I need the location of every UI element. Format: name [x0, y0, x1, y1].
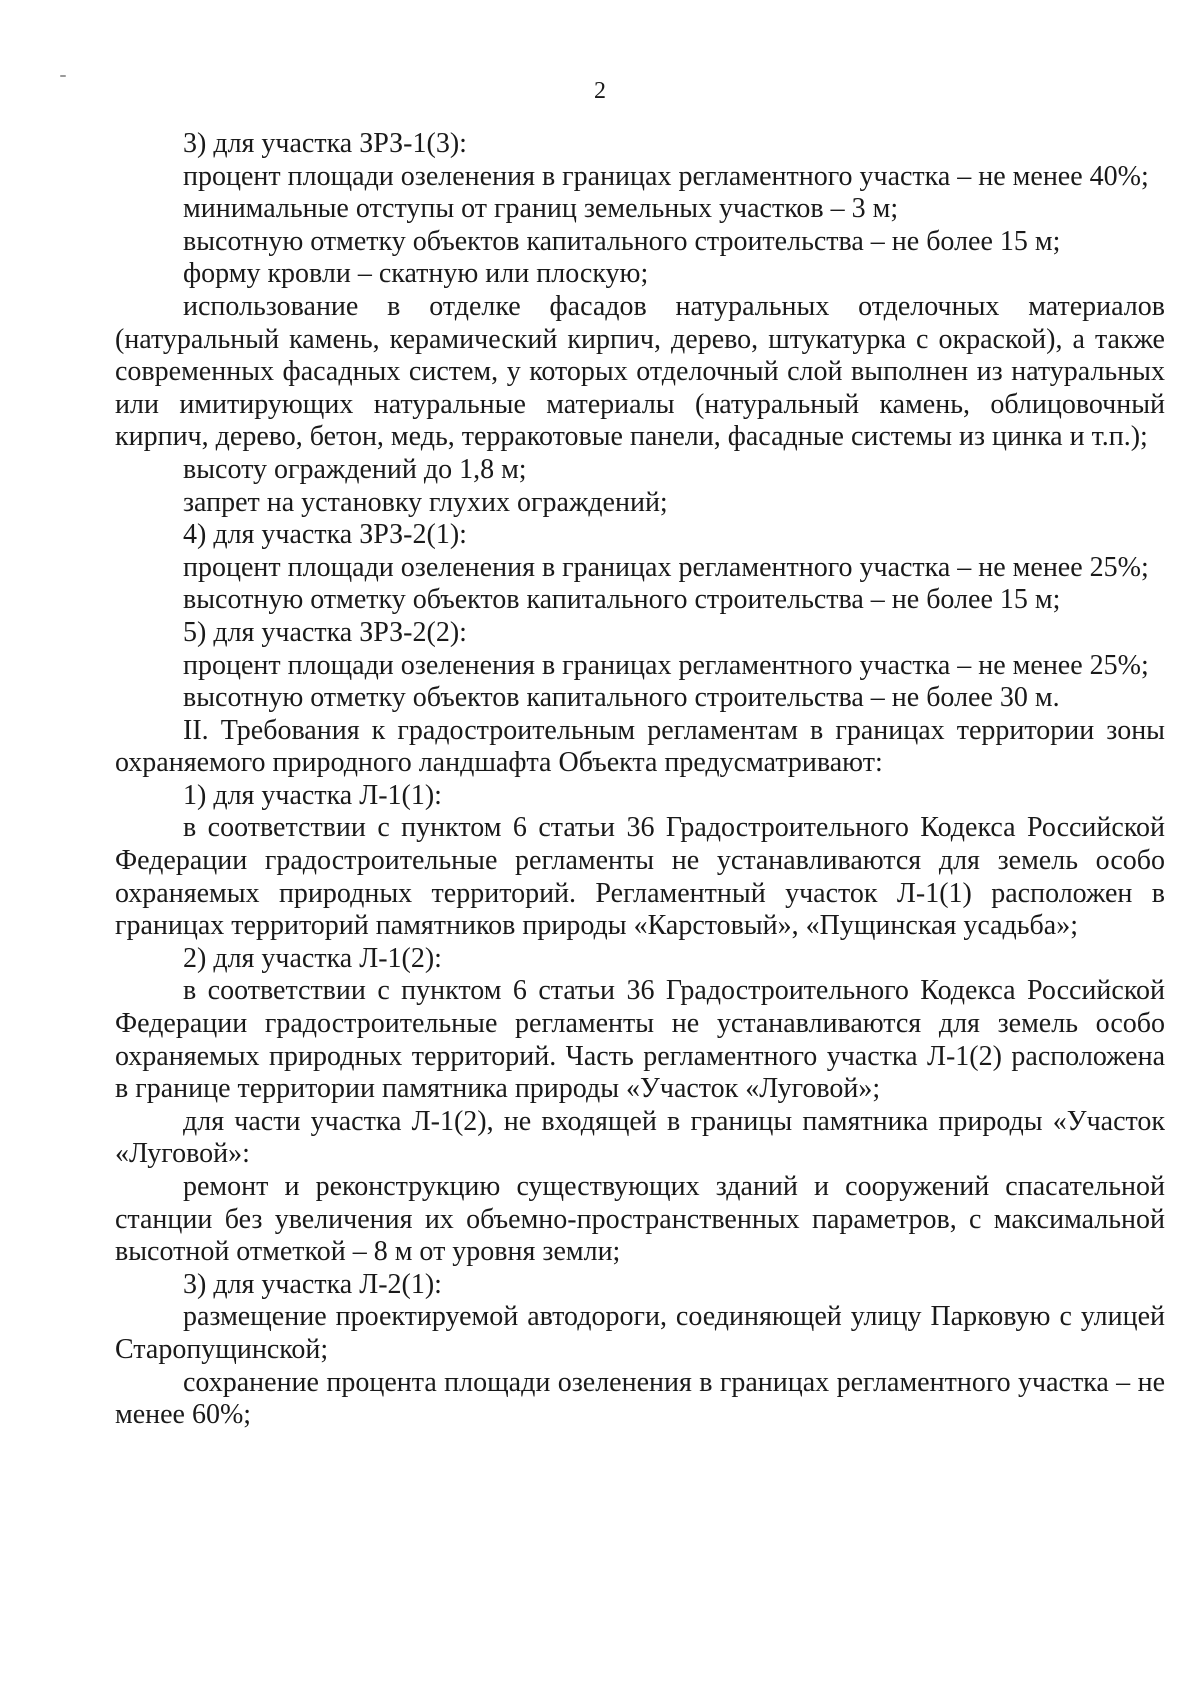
paragraph-18: 2) для участка Л-1(2):: [183, 942, 442, 974]
paragraph-15: II. Требования к градостроительным регламентам в границах территории зоны охраняемого природного ландшафта Объекта предусматривают:: [115, 714, 1165, 779]
paragraph-7: высоту ограждений до 1,8 м;: [183, 453, 527, 485]
page-number: 2: [594, 78, 606, 104]
paragraph-8: запрет на установку глухих ограждений;: [183, 486, 668, 518]
paragraph-2: процент площади озеленения в границах регламентного участка – не менее 40%;: [183, 160, 1149, 192]
paragraph-19: в соответствии с пунктом 6 статьи 36 Градостроительного Кодекса Российской Федерации градостроительные регламенты не устанавливаются для земель особо охраняемых природных территорий. Часть регламентного участка Л-1(2) расположена в границе территории памятника природы «Участок «Луговой»;: [115, 975, 1165, 1105]
paragraph-4: высотную отметку объектов капитального строительства – не более 15 м;: [183, 225, 1061, 257]
paragraph-3: минимальные отступы от границ земельных участков – 3 м;: [183, 193, 899, 225]
paragraph-9: 4) для участка ЗРЗ-2(1):: [183, 519, 467, 551]
paragraph-10: процент площади озеленения в границах регламентного участка – не менее 25%;: [183, 551, 1149, 583]
document-body: [115, 128, 1165, 1432]
paragraph-24: сохранение процента площади озеленения в границах регламентного участка – не менее 60%;: [115, 1366, 1165, 1431]
paragraph-17: в соответствии с пунктом 6 статьи 36 Градостроительного Кодекса Российской Федерации градостроительные регламенты не устанавливаются для земель особо охраняемых природных территорий. Регламентный участок Л-1(1) расположен в границах территорий памятников природы «Карстовый», «Пущинская усадьба»;: [115, 812, 1165, 942]
paragraph-1: 3) для участка ЗРЗ-1(3):: [183, 128, 467, 159]
paragraph-5: форму кровли – скатную или плоскую;: [183, 258, 649, 290]
paragraph-12: 5) для участка ЗРЗ-2(2):: [183, 616, 467, 648]
paragraph-14: высотную отметку объектов капитального строительства – не более 30 м.: [183, 682, 1060, 714]
paragraph-16: 1) для участка Л-1(1):: [183, 779, 442, 811]
paragraph-20: для части участка Л-1(2), не входящей в границы памятника природы «Участок «Луговой»:: [115, 1105, 1165, 1170]
paragraph-22: 3) для участка Л-2(1):: [183, 1268, 442, 1300]
paragraph-21: ремонт и реконструкцию существующих зданий и сооружений спасательной станции без увеличения их объемно-пространственных параметров, с максимальной высотной отметкой – 8 м от уровня земли;: [115, 1171, 1165, 1268]
scan-speck: [60, 75, 66, 77]
paragraph-13: процент площади озеленения в границах регламентного участка – не менее 25%;: [183, 649, 1149, 681]
paragraph-23: размещение проектируемой автодороги, соединяющей улицу Парковую с улицей Старопущинской;: [115, 1301, 1165, 1365]
paragraph-11: высотную отметку объектов капитального строительства – не более 15 м;: [183, 584, 1061, 616]
paragraph-6: использование в отделке фасадов натуральных отделочных материалов (натуральный камень, керамический кирпич, дерево, штукатурка с окраской), а также современных фасадных систем, у которых отделочный слой выполнен из натуральных или имитирующих натуральные материалы (натуральный камень, облицовочный кирпич, дерево, бетон, медь, терракотовые панели, фасадные системы из цинка и т.п.);: [115, 290, 1165, 453]
